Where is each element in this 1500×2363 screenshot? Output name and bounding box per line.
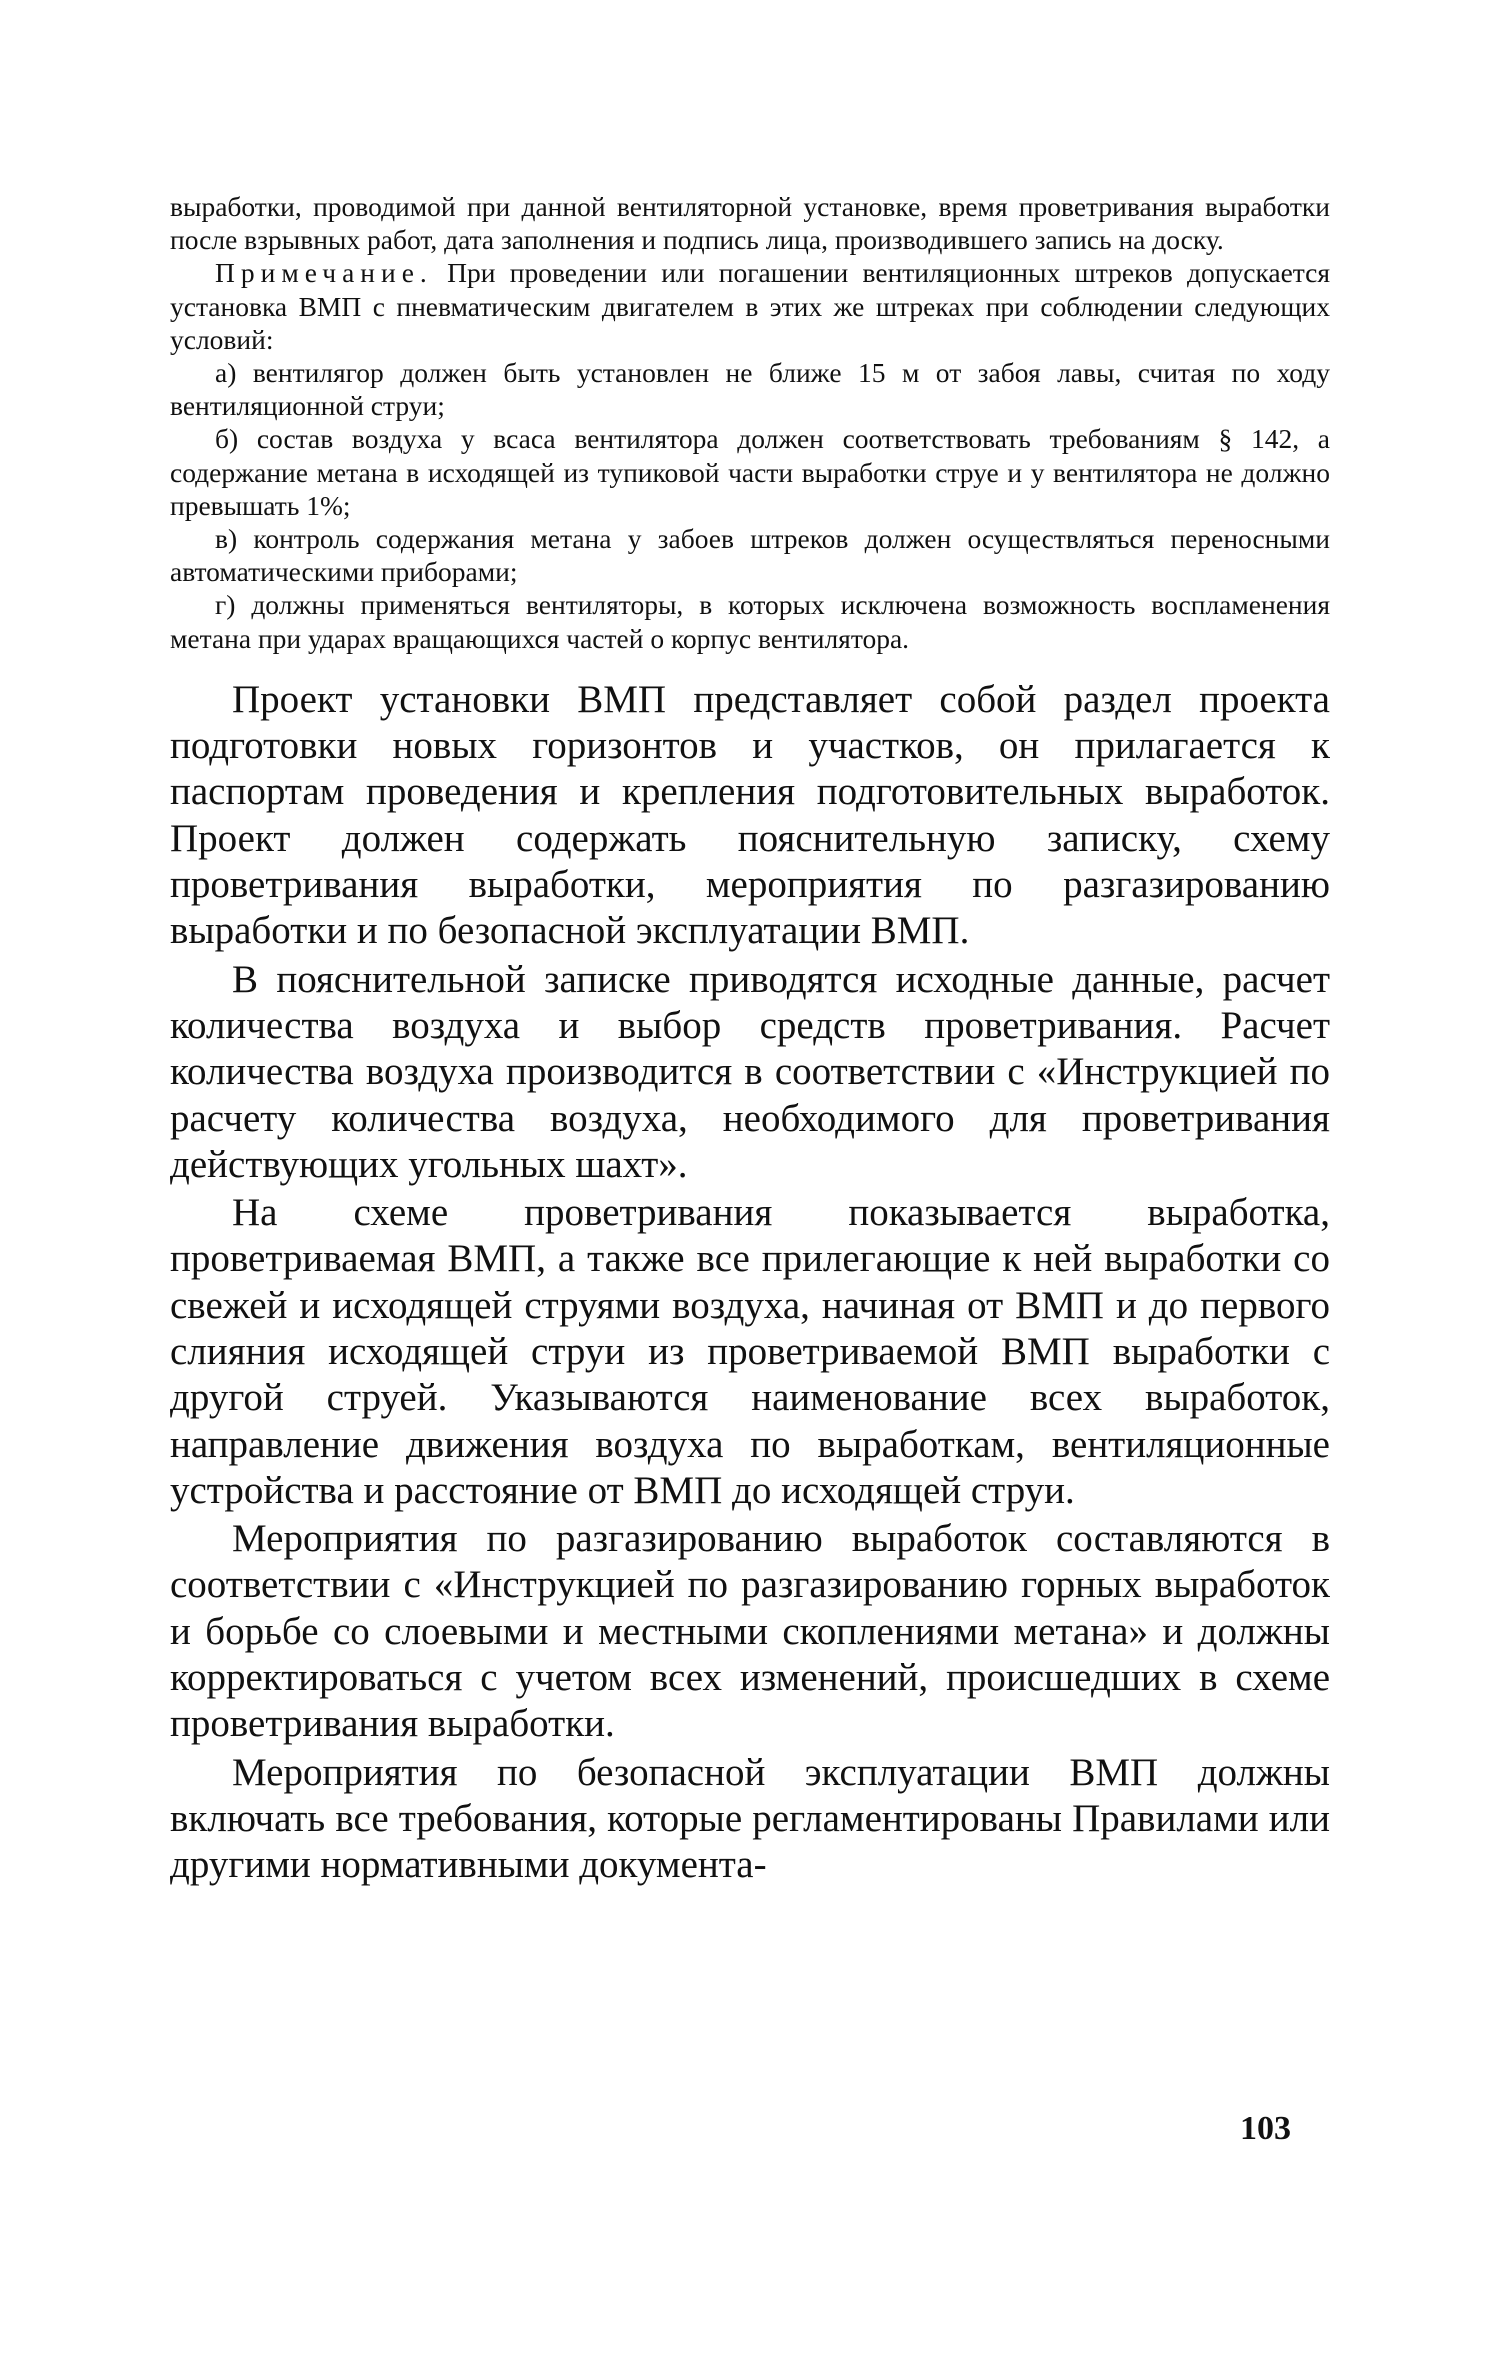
condition-item-d: г) должны применяться вентиляторы, в которых исключена возможность воспламенения метана при ударах вращающихся частей о корпус вентилятора. [170, 589, 1330, 654]
small-print-section [170, 190, 1330, 655]
main-text-section [170, 677, 1330, 1889]
condition-item-a: а) вентилягор должен быть установлен не ближе 15 м от забоя лавы, считая по ходу вентиляционной струи; [170, 357, 1330, 422]
continuation-paragraph: выработки, проводимой при данной вентиляторной установке, время проветривания выработки после взрывных работ, дата заполнения и подпись лица, производившего запись на доску. [170, 191, 1330, 256]
page-body [170, 190, 1330, 1889]
body-paragraph: На схеме проветривания показывается выработка, проветриваемая ВМП, а также все прилегающие к ней выработки со свежей и исходящей струями воздуха, начиная от ВМП и до первого слияния исходящей струи из проветриваемой ВМП выработки с другой струей. Указываются наименование всех выработок, направление движения воздуха по выработкам, вентиляционные устройства и расстояние от ВМП до исходящей струи. [170, 1191, 1330, 1512]
note-label: Примечание. [215, 257, 433, 289]
body-paragraph: Проект установки ВМП представляет собой раздел проекта подготовки новых горизонтов и участков, он прилагается к паспортам проведения и крепления подготовительных выработок. Проект должен содержать пояснительную записку, схему проветривания выработки, мероприятия по разгазированию выработки и по безопасной эксплуатации ВМП. [170, 677, 1330, 953]
note-paragraph [170, 256, 1330, 356]
condition-item-c: в) контроль содержания метана у забоев штреков должен осуществляться переносными автоматическими приборами; [170, 523, 1330, 588]
condition-item-b: б) состав воздуха у всаса вентилятора должен соответствовать требованиям § 142, а содержание метана в исходящей из тупиковой части выработки струе и у вентилятора не должно превышать 1%; [170, 423, 1330, 521]
page-number: 103 [1240, 2110, 1291, 2147]
note-text: При проведении или погашении вентиляционных штреков допускается установка ВМП с пневматическим двигателем в этих же штреках при соблюдении следующих условий: [170, 257, 1331, 355]
body-paragraph: Мероприятия по разгазированию выработок составляются в соответствии с «Инструкцией по разгазированию горных выработок и борьбе со слоевыми и местными скоплениями метана» и должны корректироваться с учетом всех изменений, происшедших в схеме проветривания выработки. [170, 1517, 1330, 1746]
body-paragraph: В пояснительной записке приводятся исходные данные, расчет количества воздуха и выбор средств проветривания. Расчет количества воздуха производится в соответствии с «Инструкцией по расчету количества воздуха, необходимого для проветривания действующих угольных шахт». [170, 957, 1330, 1186]
body-paragraph: Мероприятия по безопасной эксплуатации ВМП должны включать все требования, которые регламентированы Правилами или другими нормативными документа- [170, 1750, 1330, 1887]
